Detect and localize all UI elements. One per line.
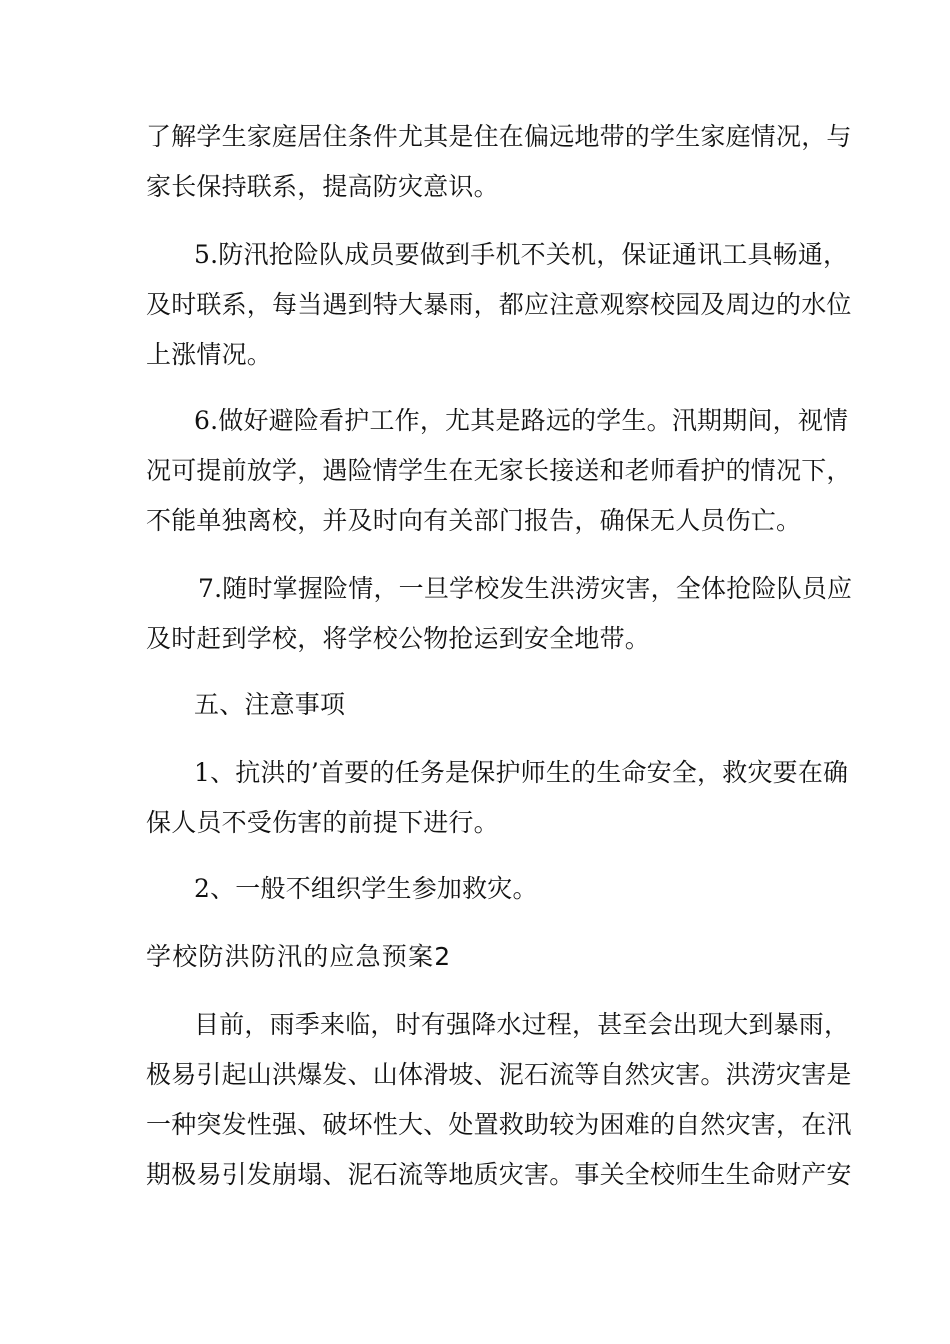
- paragraph-line: 家长保持联系，提高防灾意识。: [146, 172, 499, 201]
- paragraph-line: 及时赶到学校，将学校公物抢运到安全地带。: [146, 624, 651, 653]
- paragraph-line: 一种突发性强、破坏性大、处置救助较为困难的自然灾害，在汛: [146, 1110, 852, 1139]
- paragraph-line: 期极易引发崩塌、泥石流等地质灾害。事关全校师生生命财产安: [146, 1160, 852, 1189]
- paragraph-line: 2、一般不组织学生参加救灾。: [194, 874, 538, 903]
- paragraph-line: 6.做好避险看护工作，尤其是路远的学生。汛期期间，视情: [194, 406, 849, 435]
- paragraph-line: 保人员不受伤害的前提下进行。: [146, 808, 499, 837]
- paragraph-line: 上涨情况。: [146, 340, 273, 369]
- paragraph-line: 目前，雨季来临，时有强降水过程，甚至会出现大到暴雨，: [194, 1010, 850, 1039]
- section-heading: 五、注意事项: [194, 690, 346, 719]
- paragraph-line: 了解学生家庭居住条件尤其是住在偏远地带的学生家庭情况，与: [146, 122, 852, 151]
- document-title: 学校防洪防汛的应急预案2: [146, 942, 452, 971]
- paragraph-line: 7.随时掌握险情，一旦学校发生洪涝灾害，全体抢险队员应: [198, 574, 853, 603]
- paragraph-line: 极易引起山洪爆发、山体滑坡、泥石流等自然灾害。洪涝灾害是: [146, 1060, 852, 1089]
- paragraph-line: 1、抗洪的’首要的任务是保护师生的生命安全，救灾要在确: [194, 758, 849, 787]
- paragraph-line: 及时联系，每当遇到特大暴雨，都应注意观察校园及周边的水位: [146, 290, 852, 319]
- paragraph-line: 5.防汛抢险队成员要做到手机不关机，保证通讯工具畅通，: [194, 240, 849, 269]
- paragraph-line: 况可提前放学，遇险情学生在无家长接送和老师看护的情况下，: [146, 456, 852, 485]
- paragraph-line: 不能单独离校，并及时向有关部门报告，确保无人员伤亡。: [146, 506, 802, 535]
